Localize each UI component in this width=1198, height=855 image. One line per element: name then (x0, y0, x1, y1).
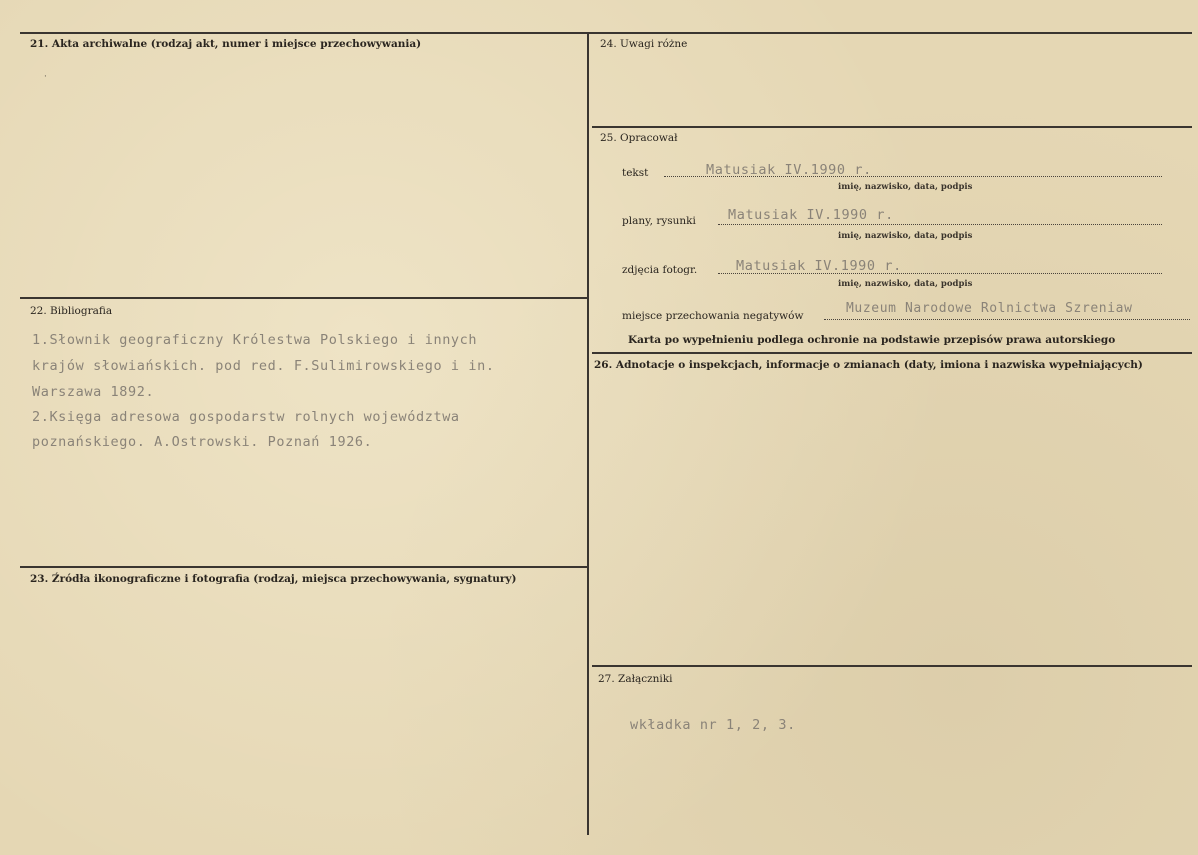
rule-22-23 (20, 566, 588, 568)
section-27-label: 27. Załączniki (598, 673, 673, 685)
plany-value: Matusiak IV.1990 r. (728, 207, 894, 223)
tekst-caption: imię, nazwisko, data, podpis (838, 182, 973, 192)
bibliography-line-2: krajów słowiańskich. pod red. F.Sulimirowskiego i in. (32, 358, 495, 374)
section-25-label: 25. Opracował (600, 132, 678, 144)
rule-26-27 (592, 665, 1192, 667)
rule-25-26 (592, 352, 1192, 354)
bibliography-line-4: 2.Księga adresowa gospodarstw rolnych województwa (32, 409, 460, 425)
zdjecia-value: Matusiak IV.1990 r. (736, 258, 902, 274)
rule-24-25 (592, 126, 1192, 128)
bibliography-line-3: Warszawa 1892. (32, 384, 155, 400)
section-22-label: 22. Bibliografia (30, 305, 113, 317)
rule-21-22 (20, 297, 588, 299)
negatywy-value: Muzeum Narodowe Rolnictwa Szreniaw (846, 301, 1133, 316)
negatywy-label: miejsce przechowania negatywów (622, 310, 804, 322)
tekst-value: Matusiak IV.1990 r. (706, 162, 872, 178)
plany-line (718, 224, 1162, 225)
bibliography-line-5: poznańskiego. A.Ostrowski. Poznań 1926. (32, 434, 373, 450)
tekst-label: tekst (622, 167, 649, 179)
zdjecia-label: zdjęcia fotogr. (622, 264, 698, 276)
top-rule (20, 32, 1192, 34)
section-24-label: 24. Uwagi różne (600, 38, 688, 50)
ink-mark: · (44, 72, 47, 82)
section-21-label: 21. Akta archiwalne (rodzaj akt, numer i miejsce przechowywania) (30, 38, 422, 50)
negatywy-line (824, 319, 1190, 320)
bibliography-line-1: 1.Słownik geograficzny Królestwa Polskiego i innych (32, 332, 478, 348)
center-divider (587, 32, 589, 835)
attachments-value: wkładka nr 1, 2, 3. (630, 717, 796, 733)
zdjecia-caption: imię, nazwisko, data, podpis (838, 279, 973, 289)
section-26-label: 26. Adnotacje o inspekcjach, informacje o zmianach (daty, imiona i nazwiska wypełniających) (594, 359, 1143, 371)
plany-label: plany, rysunki (622, 215, 696, 227)
copyright-note: Karta po wypełnieniu podlega ochronie na podstawie przepisów prawa autorskiego (628, 334, 1116, 346)
plany-caption: imię, nazwisko, data, podpis (838, 231, 973, 241)
section-23-label: 23. Źródła ikonograficzne i fotografia (rodzaj, miejsca przechowywania, sygnatury) (30, 573, 517, 585)
